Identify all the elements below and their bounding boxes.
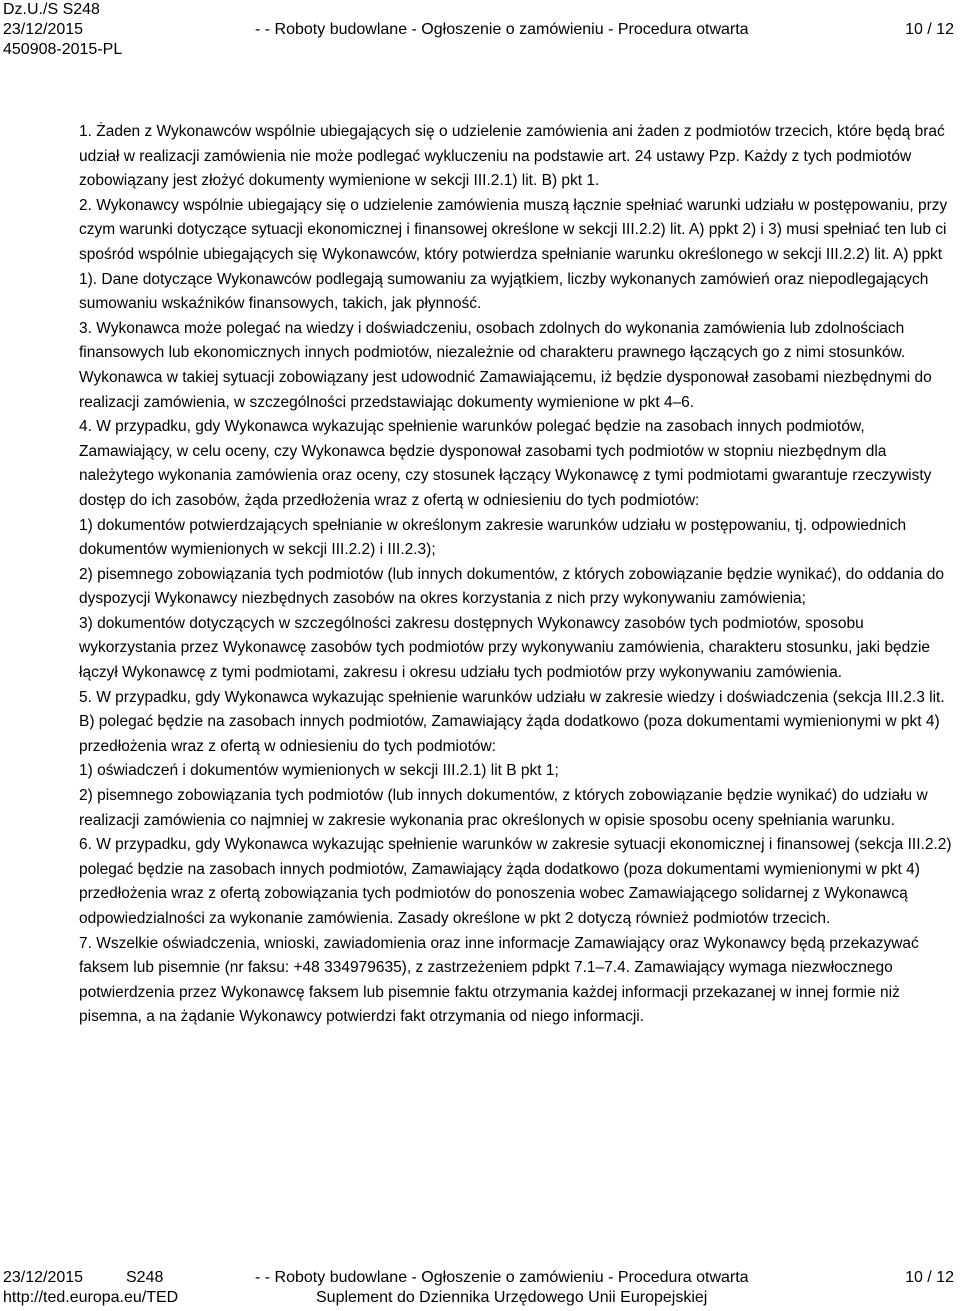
header-date: 23/12/2015 — [3, 21, 84, 38]
paragraph-2: 2. Wykonawcy wspólnie ubiegający się o udzielenie zamówienia muszą łącznie spełniać warunki udziału w postępowaniu, przy czym warunki dotyczące sytuacji ekonomicznej i finansowej określone w sekcji III.2.2) lit. A) ppkt 2) i 3) musi spełniać ten lub ci spośród wspólnie ubiegających się Wykonawców, który potwierdza spełnianie warunku określonego w sekcji III.2.2) lit. A) ppkt 1). Dane dotyczące Wykonawców podlegają sumowaniu za wyjątkiem, liczby wykonanych zamówień oraz niepodlegających sumowaniu wskaźników finansowych, takich, jak płynność. — [79, 196, 948, 313]
header-reference: 450908-2015-PL — [3, 41, 123, 58]
paragraph-3: 3. Wykonawca może polegać na wiedzy i doświadczeniu, osobach zdolnych do wykonania zamówienia lub zdolnościach finansowych lub ekonomicznych innych podmiotów, niezależnie od charakteru prawnego łączących go z nimi stosunków. Wykonawca w takiej sytuacji zobowiązany jest udowodnić Zamawiającemu, iż będzie dysponował zasobami niezbędnymi do realizacji zamówienia, w szczególności przedstawiając dokumenty wymienione w pkt 4–6. — [79, 319, 932, 411]
paragraph-5-item-1: 1) oświadczeń i dokumentów wymienionych w sekcji III.2.1) lit B pkt 1; — [79, 762, 559, 780]
header-page-number: 10 / 12 — [905, 21, 954, 38]
paragraph-5-item-2: 2) pisemnego zobowiązania tych podmiotów (lub innych dokumentów, z których zobowiązanie będzie wynikać) do udziału w realizacji zamówienia co najmniej w zakresie wykonania prac określonych w opisie sposobu oceny spełniania warunku. — [79, 787, 928, 829]
header-doc-id: Dz.U./S S248 — [3, 1, 100, 18]
footer-url[interactable]: http://ted.europa.eu/TED — [3, 1289, 179, 1306]
paragraph-6: 6. W przypadku, gdy Wykonawca wykazując spełnienie warunków w zakresie sytuacji ekonomicznej i finansowej (sekcja III.2.2) polegać będzie na zasobach innych podmiotów, Zamawiający żąda dodatkowo (poza dokumentami wymienionymi w pkt 4) przedłożenia wraz z ofertą zobowiązania tych podmiotów do ponoszenia wobec Zamawiającego solidarnej z Wykonawcą odpowiedzialności za wykonanie zamówienia. Zasady określone w pkt 2 dotyczą również podmiotów trzecich. — [79, 836, 952, 927]
paragraph-4-item-3: 3) dokumentów dotyczących w szczególności zakresu dostępnych Wykonawcy zasobów tych podmiotów, sposobu wykorzystania przez Wykonawcę zasobów tych podmiotów przy wykonywaniu zamówienia, charakteru stosunku, jaki będzie łączył Wykonawcę z tymi podmiotami, zakresu i okresu udziału tych podmiotów przy wykonywaniu zamówienia. — [79, 614, 931, 682]
header-title: - - Roboty budowlane - Ogłoszenie o zamówieniu - Procedura otwarta — [255, 21, 749, 38]
paragraph-4: 4. W przypadku, gdy Wykonawca wykazując spełnienie warunków polegać będzie na zasobach innych podmiotów, Zamawiający, w celu oceny, czy Wykonawca będzie dysponował zasobami tych podmiotów w stopniu niezbędnym dla należytego wykonania zamówienia oraz oceny, czy stosunek łączący Wykonawcę z tymi podmiotami gwarantuje rzeczywisty dostęp do ich zasobów, żąda przedłożenia wraz z ofertą w odniesieniu do tych podmiotów: — [79, 418, 932, 509]
footer-title: - - Roboty budowlane - Ogłoszenie o zamówieniu - Procedura otwarta — [255, 1269, 749, 1286]
footer-publication: Suplement do Dziennika Urzędowego Unii Europejskiej — [316, 1289, 708, 1306]
footer-page-number: 10 / 12 — [905, 1269, 954, 1286]
paragraph-7: 7. Wszelkie oświadczenia, wnioski, zawiadomienia oraz inne informacje Zamawiający oraz Wykonawcy będą przekazywać faksem lub pisemnie (nr faksu: +48 334979635), z zastrzeżeniem pdpkt 7.1–7.4. Zamawiający wymaga niezwłocznego potwierdzenia przez Wykonawcę faksem lub pisemnie faktu otrzymania każdej informacji przekazanej w innej formie niż pisemna, a na żądanie Wykonawcy potwierdzi fakt otrzymania od niego informacji. — [79, 934, 919, 1026]
page-header — [0, 0, 960, 60]
paragraph-4-item-1: 1) dokumentów potwierdzających spełnianie w określonym zakresie warunków udziału w postępowaniu, tj. odpowiednich dokumentów wymienionych w sekcji III.2.2) i III.2.3); — [79, 516, 907, 559]
paragraph-4-item-2: 2) pisemnego zobowiązania tych podmiotów (lub innych dokumentów, z których zobowiązanie będzie wynikać), do oddania do dyspozycji Wykonawcy niezbędnych zasobów na okres korzystania z nich przy wykonywaniu zamówienia; — [79, 565, 945, 608]
footer-date: 23/12/2015 — [3, 1269, 84, 1286]
page-footer — [0, 1268, 960, 1308]
footer-issue: S248 — [126, 1269, 164, 1286]
document-body — [79, 120, 957, 1030]
paragraph-5: 5. W przypadku, gdy Wykonawca wykazując spełnienie warunków udziału w zakresie wiedzy i doświadczenia (sekcja III.2.3 lit. B) polegać będzie na zasobach innych podmiotów, Zamawiający żąda dodatkowo (poza dokumentami wymienionymi w pkt 4) przedłożenia wraz z ofertą w odniesieniu do tych podmiotów: — [79, 688, 945, 755]
paragraph-1: 1. Żaden z Wykonawców wspólnie ubiegających się o udzielenie zamówienia ani żaden z podmiotów trzecich, które będą brać udział w realizacji zamówienia nie może podlegać wykluczeniu na podstawie art. 24 ustawy Pzp. Każdy z tych podmiotów zobowiązany jest złożyć dokumenty wymienione w sekcji III.2.1) lit. B) pkt 1. — [79, 123, 945, 190]
